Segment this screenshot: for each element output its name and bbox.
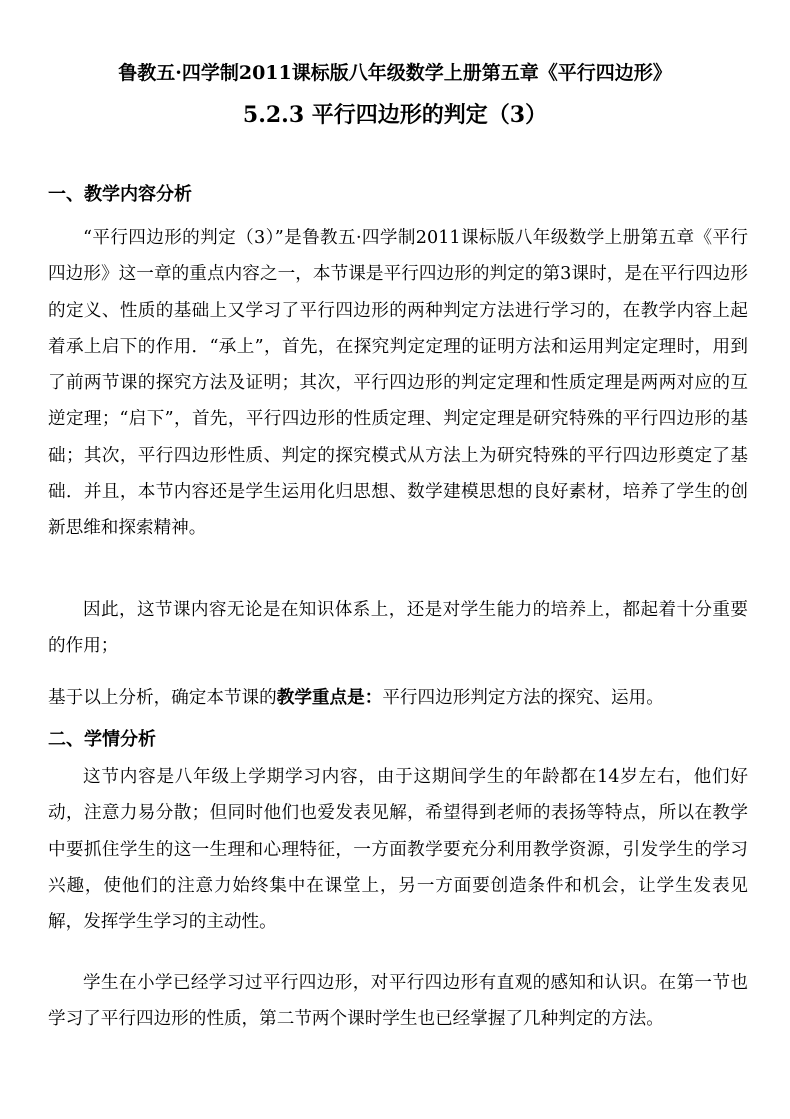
teaching-focus-text: 平行四边形判定方法的探究、运用。 — [382, 688, 664, 708]
importance-paragraph: 因此，这节课内容无论是在知识体系上，还是对学生能力的培养上，都起着十分重要的作用； — [48, 600, 748, 657]
content-analysis-paragraph: “平行四边形的判定（3）”是鲁教五·四学制2011课标版八年级数学上册第五章《平行四边形》这一章的重点内容之一，本节课是平行四边形的判定的第3课时，是在平行四边形的定义、性质的基础上又学习了平行四边形的两种判定方法进行学习的，在教学内容上起着承上启下的作用．“承上”，首先，在探究判定定理的证明方法和运用判定定理时，用到了前两节课的探究方法及证明；其次，平行四边形的判定定理和性质定理是两两对应的互逆定理；“启下”，首先，平行四边形的性质定理、判定定理是研究特殊的平行四边形的基础；其次，平行四边形性质、判定的探究模式从方法上为研究特殊的平行四边形奠定了基础．并且，本节内容还是学生运用化归思想、数学建模思想的良好素材，培养了学生的创新思维和探索精神。 — [48, 228, 748, 539]
section-heading-student-analysis: 二、学情分析 — [48, 729, 156, 750]
document-title: 鲁教五·四学制2011课标版八年级数学上册第五章《平行四边形》 — [118, 62, 672, 84]
lesson-title: 5.2.3 平行四边形的判定（3） — [242, 102, 548, 128]
teaching-focus-label: 教学重点是： — [276, 687, 383, 708]
teaching-focus-line — [48, 684, 664, 709]
teaching-focus-prefix: 基于以上分析，确定本节课的 — [48, 688, 277, 708]
prior-knowledge-paragraph: 学生在小学已经学习过平行四边形，对平行四边形有直观的感知和认识。在第一节也学习了平行四边形的性质，第二节两个课时学生也已经掌握了几种判定的方法。 — [48, 973, 748, 1030]
student-analysis-paragraph: 这节内容是八年级上学期学习内容，由于这期间学生的年龄都在14岁左右，他们好动，注意力易分散；但同时他们也爱发表见解，希望得到老师的表扬等特点，所以在教学中要抓住学生的这一生理和心理特征，一方面教学要充分利用教学资源，引发学生的学习兴趣，使他们的注意力始终集中在课堂上，另一方面要创造条件和机会，让学生发表见解，发挥学生学习的主动性。 — [48, 767, 748, 933]
section-heading-content-analysis: 一、教学内容分析 — [48, 184, 192, 205]
